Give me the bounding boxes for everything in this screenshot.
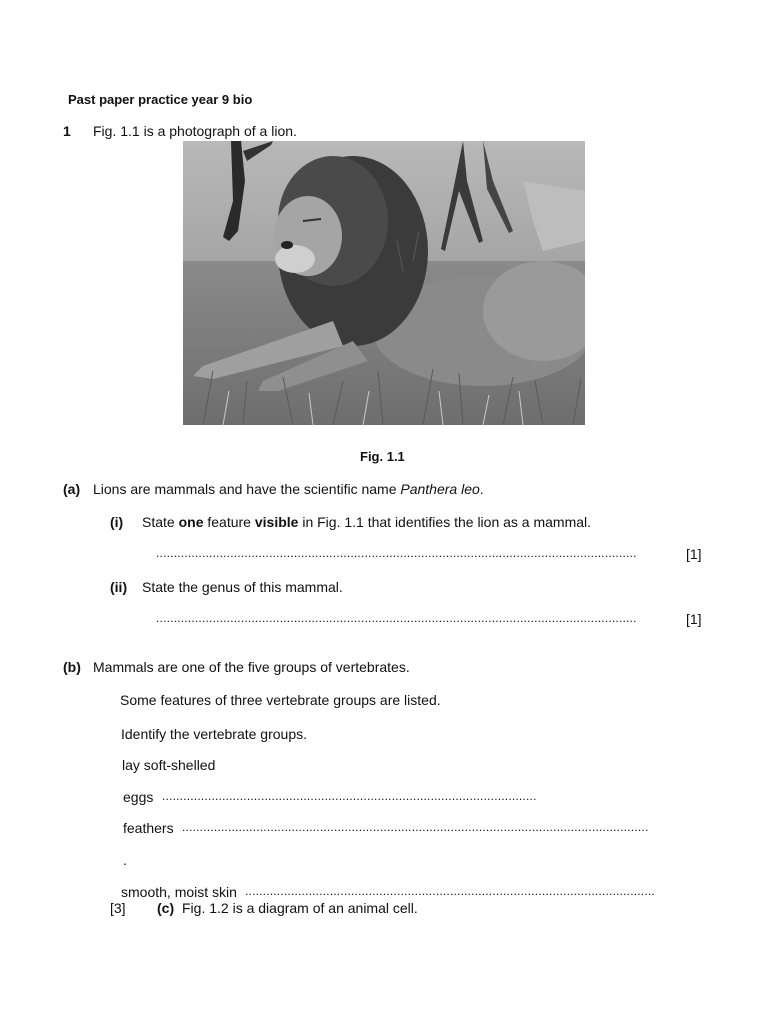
part-b-line-2: Identify the vertebrate groups. <box>121 726 307 742</box>
part-a-i-label: (i) <box>110 514 124 530</box>
marks-a-ii: [1] <box>686 611 702 627</box>
part-a-i-text-1: State <box>142 514 179 530</box>
part-a-text-after: . <box>479 481 484 497</box>
answer-line-feature-3[interactable]: .................................................................................................................... <box>245 884 655 898</box>
part-a-i-text-bold-2: visible <box>254 514 299 530</box>
part-b-line-1: Some features of three vertebrate groups are listed. <box>120 692 441 708</box>
part-c-text: Fig. 1.2 is a diagram of an animal cell. <box>182 900 418 916</box>
question-intro: Fig. 1.1 is a photograph of a lion. <box>93 123 297 139</box>
marks-b: [3] <box>110 900 126 916</box>
lion-image <box>183 141 585 425</box>
part-a-text <box>93 481 484 497</box>
part-a-ii-label: (ii) <box>110 579 128 595</box>
part-a-i-text-bold-1: one <box>178 514 204 530</box>
marks-a-i: [1] <box>686 546 702 562</box>
part-b-text: Mammals are one of the five groups of vertebrates. <box>93 659 410 675</box>
lion-photograph <box>183 141 585 425</box>
feature-2: feathers <box>123 820 174 836</box>
scientific-name: Panthera leo <box>400 481 480 497</box>
part-b-label: (b) <box>63 659 81 675</box>
answer-line-feature-2[interactable]: .................................................................................................................................... <box>182 820 649 834</box>
answer-line-feature-1[interactable]: .......................................................................................................... <box>162 789 537 803</box>
answer-line-a-i[interactable]: ........................................................................................................................................ <box>156 546 637 560</box>
part-a-text-before: Lions are mammals and have the scientific name <box>93 481 401 497</box>
part-a-ii-text: State the genus of this mammal. <box>142 579 343 595</box>
part-a-i-text-3: in Fig. 1.1 that identifies the lion as a mammal. <box>298 514 592 530</box>
answer-line-a-ii[interactable]: ........................................................................................................................................ <box>156 611 637 625</box>
part-a-label: (a) <box>63 481 81 497</box>
feature-1-part-1: lay soft-shelled <box>122 757 216 773</box>
stray-dot: . <box>123 852 127 868</box>
figure-caption: Fig. 1.1 <box>360 449 405 464</box>
part-a-i-text <box>142 514 591 530</box>
part-c-label: (c) <box>157 900 175 916</box>
feature-3: smooth, moist skin <box>121 884 237 900</box>
part-a-i-text-2: feature <box>203 514 255 530</box>
feature-1-part-2: eggs <box>123 789 154 805</box>
question-number: 1 <box>63 123 71 139</box>
page-title: Past paper practice year 9 bio <box>68 92 253 107</box>
